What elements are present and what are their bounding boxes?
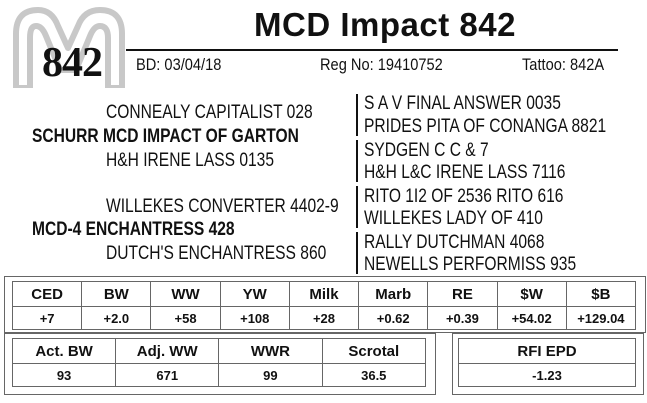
pedigree-sire: SCHURR MCD IMPACT OF GARTON <box>32 126 299 147</box>
epd-value: +0.39 <box>428 307 497 330</box>
actuals-header: Act. BW <box>13 339 116 364</box>
epd-header-row <box>13 282 636 307</box>
epd-header: CED <box>13 282 82 307</box>
lot-number: 842 <box>42 40 102 86</box>
actuals-header: Scrotal <box>322 339 425 364</box>
pedigree-bracket <box>356 94 358 136</box>
epd-header: YW <box>220 282 289 307</box>
pedigree-dam-dam: DUTCH'S ENCHANTRESS 860 <box>106 243 327 264</box>
epd-value: +129.04 <box>566 307 635 330</box>
pedigree-bracket <box>356 186 358 228</box>
epd-value: +2.0 <box>82 307 151 330</box>
epd-value: +108 <box>220 307 289 330</box>
actuals-table <box>12 338 426 387</box>
actuals-value-row <box>13 364 426 387</box>
epd-header: $B <box>566 282 635 307</box>
actuals-header: WWR <box>219 339 322 364</box>
actuals-value: 36.5 <box>322 364 425 387</box>
pedigree-bracket <box>356 140 358 182</box>
rfi-header-row <box>459 339 636 364</box>
birth-date: BD: 03/04/18 <box>136 55 222 74</box>
rfi-value-row <box>459 364 636 387</box>
rfi-table <box>458 338 636 387</box>
epd-value: +28 <box>289 307 358 330</box>
pedigree-right-line: PRIDES PITA OF CONANGA 8821 <box>364 116 607 137</box>
actuals-value: 93 <box>13 364 116 387</box>
rfi-value: -1.23 <box>459 364 636 387</box>
epd-value: +0.62 <box>359 307 428 330</box>
header-divider <box>126 49 618 51</box>
epd-table <box>12 281 636 330</box>
epd-value: +54.02 <box>497 307 566 330</box>
pedigree-right-line: S A V FINAL ANSWER 0035 <box>364 93 561 114</box>
actuals-value: 671 <box>116 364 219 387</box>
pedigree-bracket <box>356 232 358 274</box>
epd-header: WW <box>151 282 220 307</box>
pedigree-right-line: WILLEKES LADY OF 410 <box>364 208 543 229</box>
epd-header: Milk <box>289 282 358 307</box>
pedigree-right-line: RITO 1I2 OF 2536 RITO 616 <box>364 186 564 207</box>
pedigree-right-line: RALLY DUTCHMAN 4068 <box>364 232 545 253</box>
epd-header: RE <box>428 282 497 307</box>
pedigree-right-line: NEWELLS PERFORMISS 935 <box>364 254 577 275</box>
pedigree-dam-sire: WILLEKES CONVERTER 4402-9 <box>106 196 339 217</box>
actuals-header: Adj. WW <box>116 339 219 364</box>
animal-name-title: MCD Impact 842 <box>254 6 516 43</box>
rfi-header: RFI EPD <box>459 339 636 364</box>
pedigree-dam: MCD-4 ENCHANTRESS 428 <box>32 219 235 240</box>
epd-value: +58 <box>151 307 220 330</box>
epd-header: BW <box>82 282 151 307</box>
epd-header: Marb <box>359 282 428 307</box>
registration-number: Reg No: 19410752 <box>320 55 443 74</box>
epd-value-row <box>13 307 636 330</box>
tattoo: Tattoo: 842A <box>522 55 605 74</box>
pedigree-sire-sire: CONNEALY CAPITALIST 028 <box>106 102 313 123</box>
pedigree-right-line: H&H L&C IRENE LASS 7116 <box>364 162 566 183</box>
pedigree-sire-dam: H&H IRENE LASS 0135 <box>106 150 274 171</box>
actuals-value: 99 <box>219 364 322 387</box>
epd-header: $W <box>497 282 566 307</box>
epd-value: +7 <box>13 307 82 330</box>
actuals-header-row <box>13 339 426 364</box>
pedigree-right-line: SYDGEN C C & 7 <box>364 140 489 161</box>
